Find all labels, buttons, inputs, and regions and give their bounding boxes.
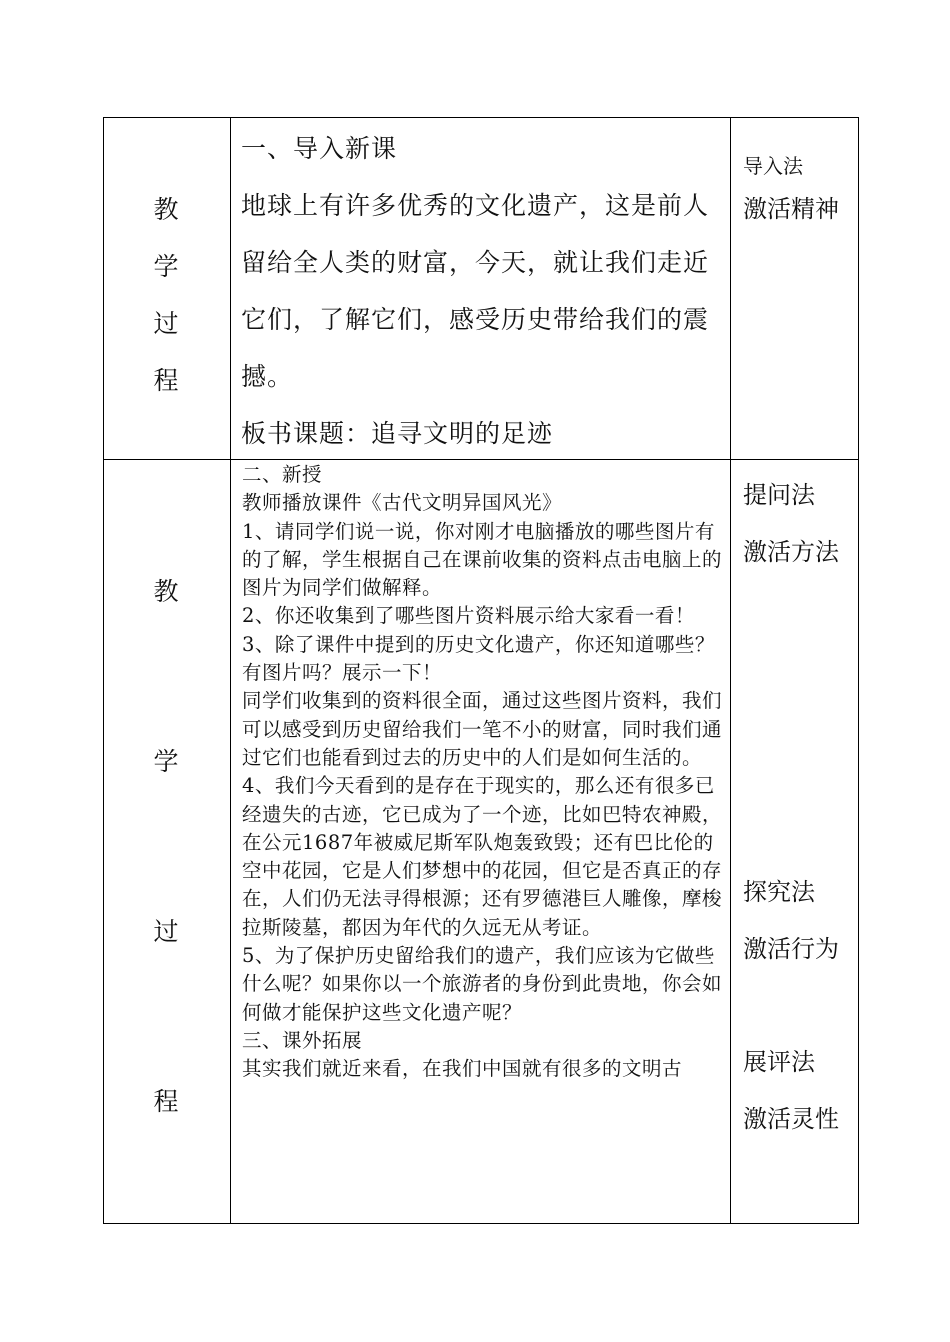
method-goal: 激活灵性 (743, 1105, 839, 1133)
summary-paragraph: 同学们收集到的资料很全面，通过这些图片资料，我们可以感受到历史留给我们一笔不小的财富，同时我们通过它们也能看到过去的历史中的人们是如何生活的。 (242, 689, 723, 769)
row1-label-char: 教 (153, 195, 179, 224)
row1-label-char: 过 (153, 309, 179, 338)
question-4: 4、我们今天看到的是存在于现实的，那么还有很多已经遗失的古迹，它已成为了一个迹，比如巴特农神殿，在公元1687年被威尼斯军队炮轰致毁；还有巴比伦的空中花园，它是人们梦想中的花园，但它是否真正的存在，人们仍无法寻得根源；还有罗德港巨人雕像，摩梭拉斯陵墓，都因为年代的久远无从考证。 (242, 774, 723, 939)
row2-label-char: 教 (153, 577, 179, 606)
row2-label-char: 过 (153, 917, 179, 946)
courseware-line: 教师播放课件《古代文明异国风光》 (242, 491, 563, 515)
row2-content-cell (242, 461, 722, 1084)
question-5: 5、为了保护历史留给我们的遗产，我们应该为它做些什么呢？如果你以一个旅游者的身份到此贵地，你会如何做才能保护这些文化遗产呢？ (242, 944, 723, 1024)
row2-label-cell (103, 460, 230, 1223)
blackboard-title: 板书课题：追寻文明的足迹 (241, 419, 554, 448)
method-name: 提问法 (743, 481, 815, 509)
row1-method-cell (731, 117, 858, 459)
row2-label-char: 程 (153, 1087, 179, 1116)
method-name: 导入法 (743, 154, 803, 178)
table-border-right (858, 117, 859, 1224)
method-name: 展评法 (743, 1048, 815, 1076)
section-heading: 三、课外拓展 (242, 1028, 363, 1052)
question-1: 1、请同学们说一说，你对刚才电脑播放的哪些图片有的了解，学生根据自己在课前收集的资料点击电脑上的图片为同学们做解释。 (242, 519, 723, 600)
row1-label-cell (103, 117, 230, 459)
section-heading: 二、新授 (242, 463, 323, 486)
intro-paragraph: 地球上有许多优秀的文化遗产，这是前人留给全人类的财富，今天，就让我们走近它们，了解它们，感受历史带给我们的震撼。 (241, 191, 710, 391)
row1-label-char: 学 (153, 252, 179, 281)
method-goal: 激活方法 (743, 538, 839, 566)
prompt-line: 有图片吗？展示一下！ (242, 661, 443, 685)
question-2: 2、你还收集到了哪些图片资料展示给大家看一看！ (242, 604, 695, 628)
method-goal: 激活行为 (743, 935, 839, 963)
column-divider-1 (230, 117, 231, 1224)
question-3: 3、除了课件中提到的历史文化遗产，你还知道哪些？ (242, 632, 715, 656)
extension-paragraph: 其实我们就近来看，在我们中国就有很多的文明古 (242, 1057, 683, 1081)
row2-label-char: 学 (153, 747, 179, 776)
row1-label-char: 程 (153, 366, 179, 395)
row2-method-cell (731, 460, 858, 1223)
lesson-plan-table (103, 117, 859, 1224)
row1-content-cell (241, 120, 725, 462)
method-name: 探究法 (743, 878, 815, 906)
section-heading: 一、导入新课 (241, 134, 398, 163)
method-goal: 激活精神 (743, 195, 839, 223)
table-border-bottom (103, 1223, 859, 1224)
